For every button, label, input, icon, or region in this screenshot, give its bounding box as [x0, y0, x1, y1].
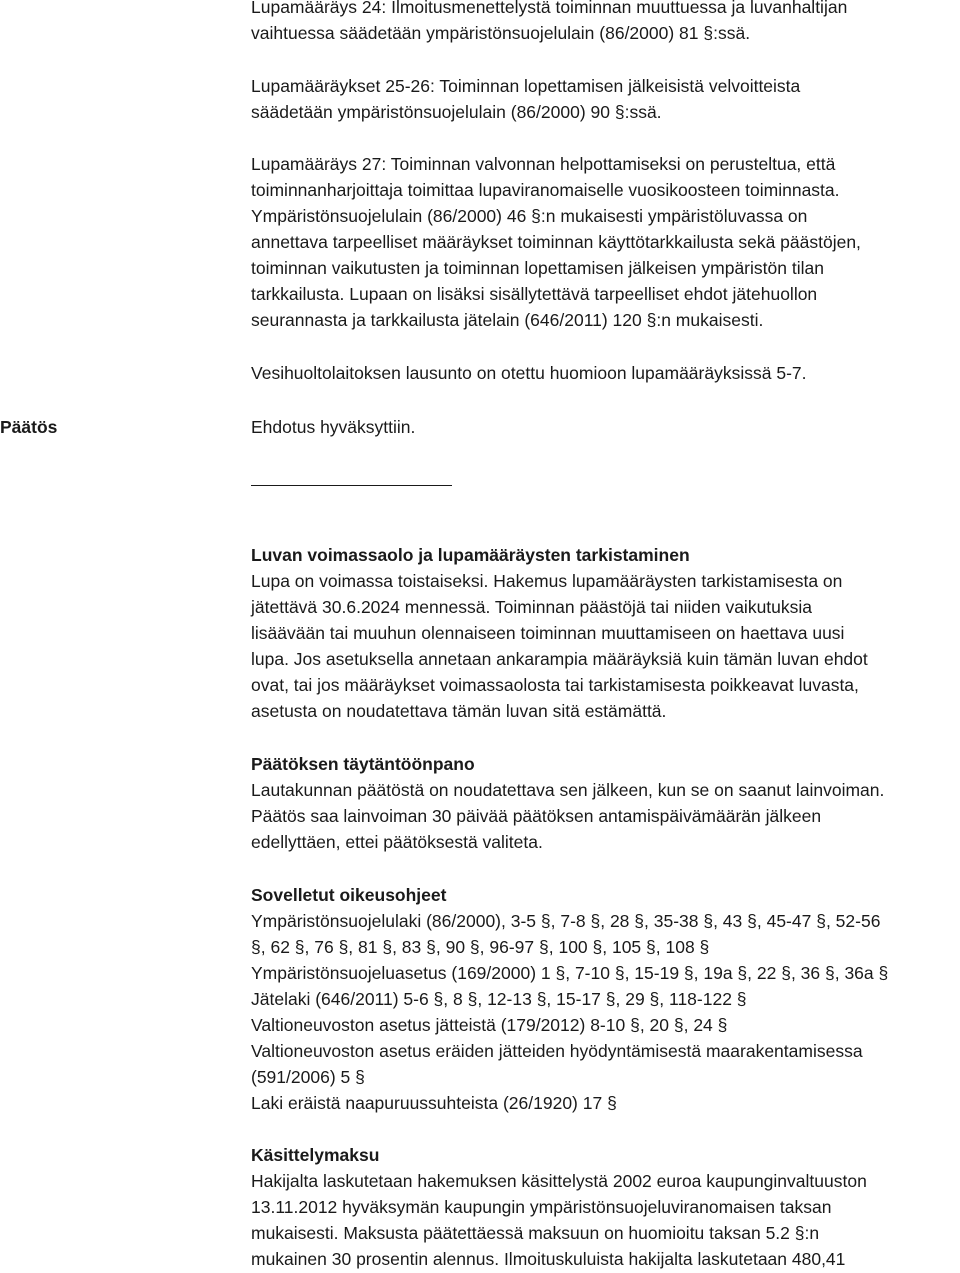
text-line: Hakijalta laskutetaan hakemuksen käsittelystä 2002 euroa kaupunginvaltuuston	[251, 1171, 867, 1191]
text-line: asetusta on noudatettava tämän luvan sitä estämättä.	[251, 701, 667, 721]
text-line: toiminnan vaikutusten ja toiminnan lopettamisen jälkeisen ympäristön tilan	[251, 258, 824, 278]
text-line: Ympäristönsuojelulaki (86/2000), 3-5 §, 7-8 §, 28 §, 35-38 §, 43 §, 45-47 §, 52-56	[251, 911, 881, 931]
text-line: Valtioneuvoston asetus eräiden jätteiden hyödyntämisestä maarakentamisessa	[251, 1041, 863, 1061]
text-line: ovat, tai jos määräykset voimassaolosta tai tarkistamisesta poikkeavat luvasta,	[251, 675, 859, 695]
section-heading: Päätöksen täytäntöönpano	[251, 754, 475, 774]
text-line: (591/2006) 5 §	[251, 1067, 365, 1087]
text-line: Valtioneuvoston asetus jätteistä (179/2012) 8-10 §, 20 §, 24 §	[251, 1015, 728, 1035]
text-line: Lupamääräykset 25-26: Toiminnan lopettamisen jälkeisistä velvoitteista	[251, 76, 801, 96]
text-line: Jätelaki (646/2011) 5-6 §, 8 §, 12-13 §, 15-17 §, 29 §, 118-122 §	[251, 989, 747, 1009]
text-line: Lautakunnan päätöstä on noudatettava sen jälkeen, kun se on saanut lainvoiman.	[251, 780, 885, 800]
separator-line	[251, 485, 452, 486]
paragraph-vesihuolto	[251, 360, 956, 386]
decision-label: Päätös	[0, 417, 58, 437]
text-line: Lupamääräys 24: Ilmoitusmenettelystä toiminnan muuttuessa ja luvanhaltijan	[251, 0, 848, 17]
decision-text: Ehdotus hyväksyttiin.	[251, 417, 416, 437]
section-heading: Luvan voimassaolo ja lupamääräysten tarkistaminen	[251, 545, 690, 565]
section-heading: Käsittelymaksu	[251, 1145, 380, 1165]
text-line: §, 62 §, 76 §, 81 §, 83 §, 90 §, 96-97 §, 100 §, 105 §, 108 §	[251, 937, 710, 957]
section-validity	[251, 542, 956, 724]
text-line: vaihtuessa säädetään ympäristönsuojelulain (86/2000) 81 §:ssä.	[251, 23, 751, 43]
text-line: Lupa on voimassa toistaiseksi. Hakemus lupamääräysten tarkistamisesta on	[251, 571, 843, 591]
text-line: toiminnanharjoittaja toimittaa lupaviranomaiselle vuosikoosteen toiminnasta.	[251, 180, 840, 200]
text-line: lisäävään tai muuhun olennaiseen toiminnan muuttamiseen on haettava uusi	[251, 623, 845, 643]
text-line: mukaisesti. Maksusta päätettäessä maksuun on huomioitu taksan 5.2 §:n	[251, 1223, 820, 1243]
text-line: mukainen 30 prosentin alennus. Ilmoituskuluista hakijalta laskutetaan 480,41	[251, 1249, 846, 1269]
section-enforcement	[251, 751, 956, 855]
text-line: seurannasta ja tarkkailusta jätelain (646/2011) 120 §:n mukaisesti.	[251, 310, 764, 330]
text-line: Lupamääräys 27: Toiminnan valvonnan helpottamiseksi on perusteltua, että	[251, 154, 836, 174]
text-line: Laki eräistä naapuruussuhteista (26/1920) 17 §	[251, 1093, 617, 1113]
section-legal-provisions	[251, 882, 956, 1116]
decision-paragraph	[251, 414, 956, 440]
paragraph-lupamaarays-24	[251, 0, 956, 46]
text-line: säädetään ympäristönsuojelulain (86/2000) 90 §:ssä.	[251, 102, 662, 122]
text-line: Vesihuoltolaitoksen lausunto on otettu huomioon lupamääräyksissä 5-7.	[251, 363, 807, 383]
text-line: edellyttäen, ettei päätöksestä valiteta.	[251, 832, 543, 852]
text-line: annettava tarpeelliset määräykset toiminnan käyttötarkkailusta sekä päästöjen,	[251, 232, 861, 252]
paragraph-lupamaarays-27	[251, 151, 956, 333]
paragraph-lupamaaraykset-25-26	[251, 73, 956, 125]
text-line: tarkkailusta. Lupaan on lisäksi sisällytettävä tarpeelliset ehdot jätehuollon	[251, 284, 818, 304]
text-line: jätettävä 30.6.2024 mennessä. Toiminnan päästöjä tai niiden vaikutuksia	[251, 597, 813, 617]
text-line: Ympäristönsuojelulain (86/2000) 46 §:n mukaisesti ympäristöluvassa on	[251, 206, 808, 226]
text-line: Päätös saa lainvoiman 30 päivää päätöksen antamispäivämäärän jälkeen	[251, 806, 822, 826]
text-line: Ympäristönsuojeluasetus (169/2000) 1 §, 7-10 §, 15-19 §, 19a §, 22 §, 36 §, 36a §	[251, 963, 889, 983]
text-line: 13.11.2012 hyväksymän kaupungin ympäristönsuojeluviranomaisen taksan	[251, 1197, 832, 1217]
text-line: lupa. Jos asetuksella annetaan ankarampia määräyksiä kuin tämän luvan ehdot	[251, 649, 868, 669]
section-processing-fee	[251, 1142, 956, 1272]
section-heading: Sovelletut oikeusohjeet	[251, 885, 447, 905]
